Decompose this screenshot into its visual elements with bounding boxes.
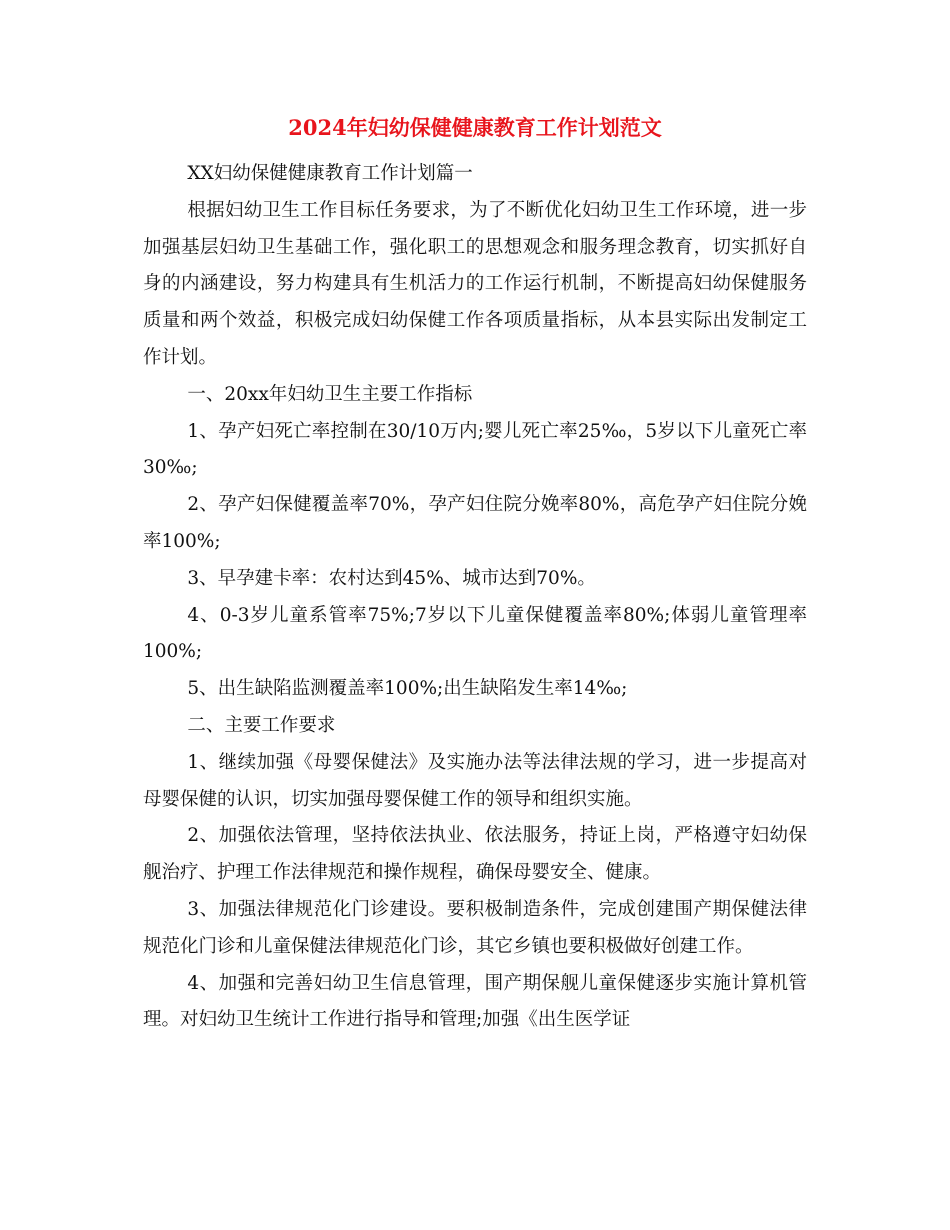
list-item: 1、孕产妇死亡率控制在30/10万内;婴儿死亡率25‰，5岁以下儿童死亡率30‰;: [143, 420, 807, 479]
list-item: 2、孕产妇保健覆盖率70%，孕产妇住院分娩率80%，高危孕产妇住院分娩率100%;: [143, 494, 807, 552]
section-heading: XX妇幼保健健康教育工作计划篇一: [187, 163, 473, 184]
list-item: 4、0-3岁儿童系管率75%;7岁以下儿童保健覆盖率80%;体弱儿童管理率100%;: [143, 604, 807, 663]
list-item: 3、早孕建卡率：农村达到45%、城市达到70%。: [187, 567, 596, 589]
paragraph: 根据妇幼卫生工作目标任务要求，为了不断优化妇幼卫生工作环境，进一步加强基层妇幼卫生基础工作，强化职工的思想观念和服务理念教育，切实抓好自身的内涵建设，努力构建具有生机活力的工作运行机制，不断提高妇幼保健服务质量和两个效益，积极完成妇幼保健工作各项质量指标，从本县实际出发制定工作计划。: [143, 199, 807, 368]
list-item: 1、继续加强《母婴保健法》及实施办法等法律法规的学习，进一步提高对母婴保健的认识，切实加强母婴保健工作的领导和组织实施。: [143, 751, 807, 810]
list-item: 5、出生缺陷监测覆盖率100%;出生缺陷发生率14‰;: [187, 678, 628, 700]
list-item: 4、加强和完善妇幼卫生信息管理，围产期保舰儿童保健逐步实施计算机管理。对妇幼卫生统计工作进行指导和管理;加强《出生医学证: [143, 972, 807, 1031]
section-heading: 二、主要工作要求: [187, 714, 336, 736]
document-body: [143, 156, 807, 1039]
list-item: 2、加强依法管理，坚持依法执业、依法服务，持证上岗，严格遵守妇幼保舰治疗、护理工作法律规范和操作规程，确保母婴安全、健康。: [143, 825, 807, 884]
document-title: 2024年妇幼保健健康教育工作计划范文: [288, 115, 662, 140]
list-item: 3、加强法律规范化门诊建设。要积极制造条件，完成创建围产期保健法律规范化门诊和儿童保健法律规范化门诊，其它乡镇也要积极做好创建工作。: [143, 898, 807, 957]
section-heading: 一、20xx年妇幼卫生主要工作指标: [187, 383, 473, 405]
